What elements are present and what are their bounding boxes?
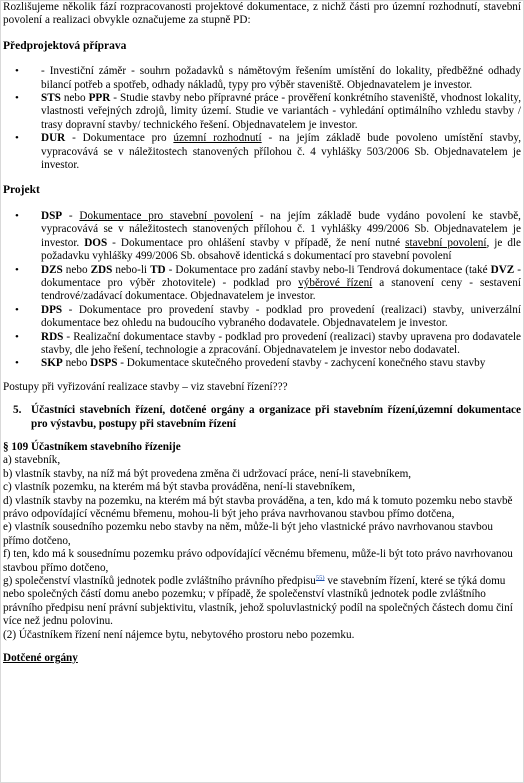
abbr-zds: ZDS [90,263,113,276]
item-text: nebo [60,92,89,105]
abbr-dzs: DZS [41,263,63,276]
section-title: Účastníci stavebních řízení, dotčené orgány a organizace při stavebním řízení,územní dokumentace pro výstavbu, postupy při stavebním řízení [31,404,521,430]
abbr-dsps: DSPS [90,357,118,370]
heading-predprojektova: Předprojektová příprava [3,39,127,52]
item-text: - Dokumentace pro ohlášení stavby v případě, že není nutné [107,236,406,249]
item-text: - dokumentace pro výběr zhotovitele) - podklad pro [41,263,521,289]
par109-f: f) ten, kdo má k sousednímu pozemku právo odpovídající věcnému břemenu, může-li být toto právo navrhovanou stavbou přímo dotčeno, [3,548,513,574]
proj-item-rds [41,331,521,358]
par109-d: d) vlastník stavby na pozemku, na kterém má být stavba prováděna, a ten, kdo má k tomuto pozemku nebo stavbě právo odpovídající věcnému břemenu, mohou-li být jeho práva navrhovanou stavbou přímo dotčena, [3,494,513,520]
par109-title-text: § 109 Účastníkem stavebního řízenije [3,440,181,453]
abbr-dps: DPS [41,303,63,316]
par109-c: c) vlastník pozemku, na kterém má být stavba prováděna, není-li stavebníkem, [3,481,355,494]
item-text: - Dokumentace pro zadání stavby nebo-li Tendrová dokumentace (také [165,263,491,276]
item-text: , je dle požadavku vyhlášky 499/2006 Sb. obsahově identická s dokumentací pro stavební povolení [41,236,521,263]
pre-item-dur [41,132,521,172]
section-number: 5. [13,404,22,417]
item-text: - Realizační dokumentace stavby - podklad pro provedení (realizaci) stavby upravena pro dodavatele stavby, dle jeho řešení, technologie a zpracování. Objednavatelem je investor nebo dodavatel. [41,330,521,356]
spacer [3,642,521,652]
item-text: - Dokumentace skutečného provedení stavby - zachycení konečného stavu stavby [117,357,486,370]
abbr-sts: STS [41,92,61,105]
item-text: - na jejím základě bude vydáno povolení ke stavbě, vypracovává se v náležitostech stanovených přílohou č. 1 vyhlášky 499/2006 Sb. Objednavatelem je investor. [41,209,521,249]
par109-2: (2) Účastníkem řízení není nájemce bytu, nebytového prostoru nebo pozemku. [3,628,355,641]
proj-list [3,210,521,371]
item-text: nebo [62,357,91,370]
abbr-dsp: DSP [41,209,63,222]
pre-item-sts [41,92,521,132]
link-dokumentace-stavebni-povoleni[interactable]: Dokumentace pro stavební povolení [79,209,254,222]
par109-g-text: g) společenství vlastníků jednotek podle zvláštního právního předpisu [3,575,316,588]
dotcene-heading-text: Dotčené orgány [3,652,78,665]
abbr-dur: DUR [41,132,66,145]
par109-a: a) stavebník, [3,454,61,467]
link-uzemni-rozhodnuti[interactable]: územní rozhodnutí [173,132,262,145]
pre-item-investicni-zamer [41,65,521,92]
link-vyberove-rizeni[interactable]: výběrové řízení [298,276,373,289]
item-text: - Dokumentace pro provedení stavby - podklad pro provedení (realizaci) stavby, univerzální dokumentace bez ohledu na budoucího vybraného dodavatele. Objednavatelem je investor. [41,303,521,330]
abbr-rds: RDS [41,330,64,343]
par109-g-text: ve stavebním řízení, které se týká domu nebo společných částí domu anebo pozemku; v případě, že společenství vlastníků jednotek podle zvláštního právního předpisu není právní subjektivitu, vlastník, jehož spoluvlastnický podíl na společných částech domu činí více než jednu polovinu. [3,575,513,628]
proj-item-dsp [41,210,521,264]
proj-item-dps [41,304,521,331]
proj-item-skp [41,357,521,370]
intro-paragraph: Rozlišujeme několik fází rozpracovanosti projektové dokumentace, z nichž části pro územní rozhodnutí, stavební povolení a realizaci obvykle označujeme za stupně PD: [3,1,521,27]
par109-b: b) vlastník stavby, na níž má být provedena změna či udržovací práce, není-li stavebníkem, [3,467,412,480]
item-text: - Investiční záměr - souhrn požadavků s námětovým řešením umístění do lokality, předběžné odhady bilancí potřeb a spotřeb, odhady nákladů, typy pro výběr staveniště. Objednavatelem je investor. [41,65,521,91]
item-text: a stanovení ceny - sestavení tendrové/zadávací dokumentace. Objednavatelem je investor. [41,276,521,303]
postup-paragraph: Postupy při vyřizování realizace stavby – viz stavební řízení??? [3,380,288,393]
item-text: nebo [62,263,91,276]
spacer [3,394,521,404]
proj-item-dzs [41,264,521,304]
par109-e: e) vlastník sousedního pozemku nebo stavby na něm, může-li být jeho vlastnické právo navrhovanou stavbou přímo dotčeno, [3,521,493,547]
abbr-dos: DOS [84,236,108,249]
spacer [3,431,521,441]
abbr-dvz: DVZ [490,263,515,276]
link-stavebni-povoleni[interactable]: stavební povolení [405,236,487,249]
spacer [3,371,521,381]
par109-title [3,441,521,454]
abbr-ppr: PPR [88,92,111,105]
abbr-skp: SKP [41,357,63,370]
item-text: - [62,209,80,222]
item-text: - na jejím základě bude povoleno umístění stavby, vypracovává se v náležitostech stanovených přílohou č. 4 vyhlášky 503/2006 Sb. Objednavatelem je investor. [41,132,522,172]
item-text: nebo-li [112,263,151,276]
par109-g [3,575,521,629]
section-5-heading [13,404,521,431]
item-text: - Dokumentace pro [65,132,174,145]
section-list [3,404,521,431]
abbr-td: TD [150,263,166,276]
item-text: - Studie stavby nebo přípravné práce - prověření konkrétního staveniště, vhodnost lokality, vlastnosti veřejných zdrojů, limity území. Studie ve variantách - vyhledání optimálního vzhledu stavby / trasy dopravní stavby/ technického řešení. Objednavatelem je investor. [41,92,522,131]
heading-projekt: Projekt [3,184,40,197]
pre-list [3,65,521,172]
dotcene-heading [3,652,521,665]
footnote-link[interactable]: 55) [315,574,325,582]
